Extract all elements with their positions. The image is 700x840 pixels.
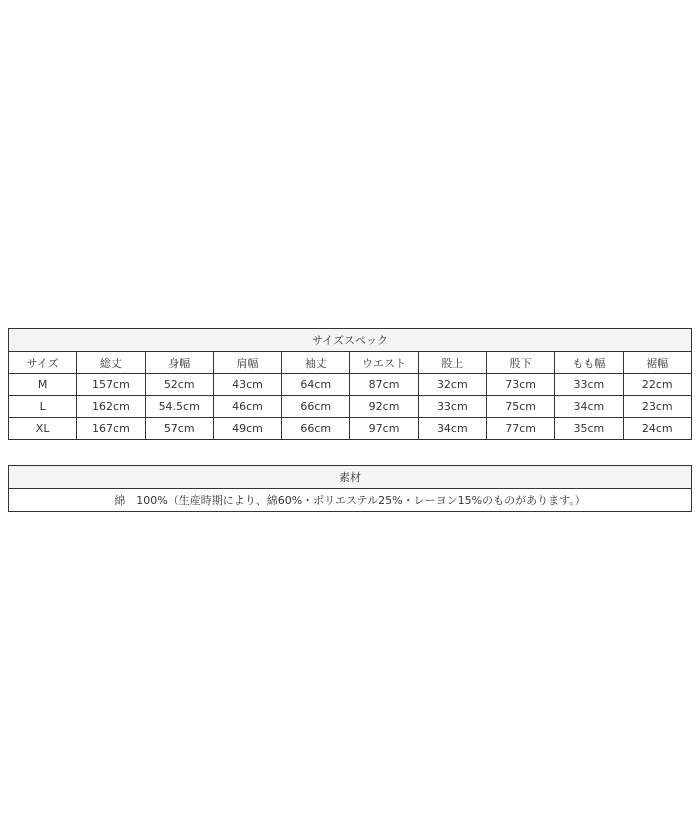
size-spec-table [8, 328, 692, 440]
table-cell: 34cm [418, 418, 486, 440]
table-cell: 52cm [145, 374, 213, 396]
table-cell: 73cm [486, 374, 554, 396]
column-header: 袖丈 [282, 352, 350, 374]
table-cell: 87cm [350, 374, 418, 396]
table-cell: 66cm [282, 396, 350, 418]
column-header: 肩幅 [213, 352, 281, 374]
table-cell: 92cm [350, 396, 418, 418]
table-cell: 54.5cm [145, 396, 213, 418]
table-cell: 157cm [77, 374, 145, 396]
size-spec-title: サイズスペック [9, 329, 692, 352]
table-cell: 97cm [350, 418, 418, 440]
table-cell: 162cm [77, 396, 145, 418]
table-cell: 77cm [486, 418, 554, 440]
table-row [9, 396, 692, 418]
material-value: 綿 100%（生産時期により、綿60%・ポリエステル25%・レーヨン15%のものがあります。） [9, 489, 692, 512]
column-header: サイズ [9, 352, 77, 374]
size-cell: L [9, 396, 77, 418]
table-cell: 57cm [145, 418, 213, 440]
size-cell: M [9, 374, 77, 396]
table-row [9, 374, 692, 396]
column-header: 身幅 [145, 352, 213, 374]
column-header: ウエスト [350, 352, 418, 374]
table-row [9, 418, 692, 440]
table-cell: 32cm [418, 374, 486, 396]
table-cell: 75cm [486, 396, 554, 418]
table-cell: 64cm [282, 374, 350, 396]
column-header: 股下 [486, 352, 554, 374]
table-cell: 43cm [213, 374, 281, 396]
table-cell: 35cm [555, 418, 623, 440]
table-cell: 23cm [623, 396, 691, 418]
column-header: 股上 [418, 352, 486, 374]
column-header: 裾幅 [623, 352, 691, 374]
size-spec-header-row [9, 352, 692, 374]
table-cell: 49cm [213, 418, 281, 440]
material-table [8, 465, 692, 512]
size-cell: XL [9, 418, 77, 440]
table-cell: 46cm [213, 396, 281, 418]
table-cell: 167cm [77, 418, 145, 440]
table-cell: 24cm [623, 418, 691, 440]
table-cell: 33cm [418, 396, 486, 418]
material-title: 素材 [9, 466, 692, 489]
table-cell: 22cm [623, 374, 691, 396]
table-cell: 66cm [282, 418, 350, 440]
table-cell: 34cm [555, 396, 623, 418]
column-header: もも幅 [555, 352, 623, 374]
table-cell: 33cm [555, 374, 623, 396]
column-header: 総丈 [77, 352, 145, 374]
